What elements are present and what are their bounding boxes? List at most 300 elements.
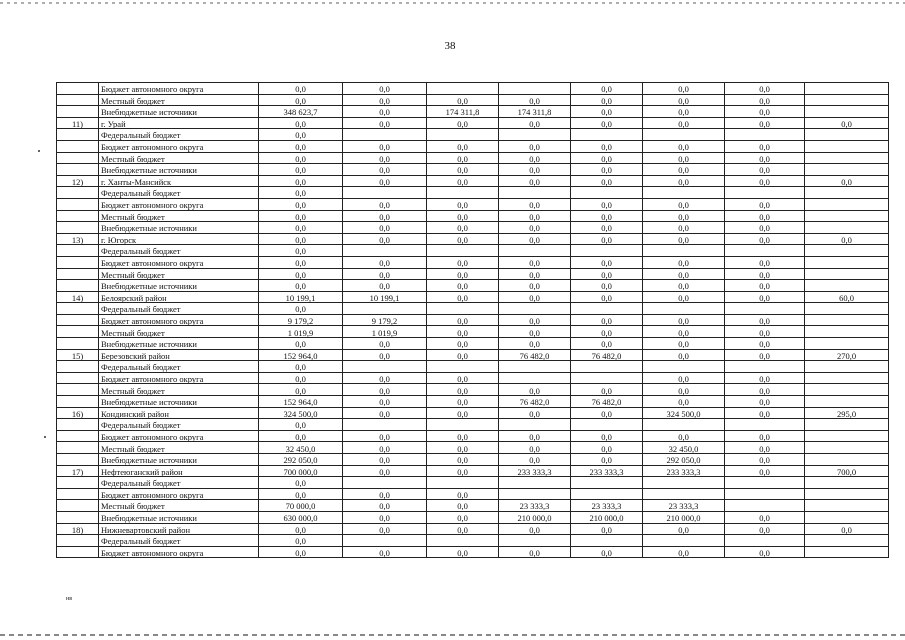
value-cell: 0,0	[343, 442, 427, 454]
row-index	[57, 152, 99, 164]
table-body	[57, 83, 889, 558]
table-row	[57, 465, 889, 477]
value-cell	[427, 245, 499, 257]
value-cell: 0,0	[259, 523, 343, 535]
table-row	[57, 546, 889, 558]
value-cell: 76 482,0	[571, 349, 643, 361]
table-row	[57, 164, 889, 176]
value-cell	[725, 129, 805, 141]
row-label: Внебюджетные источники	[99, 222, 259, 234]
value-cell: 0,0	[643, 280, 725, 292]
row-label: г. Югорск	[99, 233, 259, 245]
value-cell: 9 179,2	[343, 314, 427, 326]
value-cell	[805, 210, 889, 222]
value-cell: 210 000,0	[643, 511, 725, 523]
table-row	[57, 535, 889, 547]
value-cell: 0,0	[725, 94, 805, 106]
value-cell	[571, 129, 643, 141]
row-label: Местный бюджет	[99, 152, 259, 164]
value-cell: 0,0	[427, 94, 499, 106]
row-index: 13)	[57, 233, 99, 245]
value-cell	[805, 511, 889, 523]
value-cell	[805, 419, 889, 431]
value-cell: 0,0	[499, 152, 571, 164]
value-cell: 0,0	[499, 523, 571, 535]
row-label: Нижневартовский район	[99, 523, 259, 535]
value-cell: 0,0	[343, 546, 427, 558]
row-label: Бюджет автономного округа	[99, 430, 259, 442]
value-cell: 0,0	[343, 233, 427, 245]
value-cell	[805, 396, 889, 408]
row-label: г. Урай	[99, 117, 259, 129]
table-row	[57, 291, 889, 303]
table-row	[57, 117, 889, 129]
row-index	[57, 442, 99, 454]
value-cell	[805, 129, 889, 141]
value-cell: 76 482,0	[499, 349, 571, 361]
value-cell	[499, 488, 571, 500]
value-cell	[643, 245, 725, 257]
value-cell: 23 333,3	[499, 500, 571, 512]
value-cell	[499, 477, 571, 489]
value-cell: 0,0	[343, 396, 427, 408]
table-row	[57, 303, 889, 315]
value-cell	[643, 488, 725, 500]
value-cell: 0,0	[343, 198, 427, 210]
value-cell	[571, 187, 643, 199]
value-cell: 0,0	[499, 546, 571, 558]
value-cell: 0,0	[343, 152, 427, 164]
value-cell: 0,0	[725, 430, 805, 442]
value-cell: 10 199,1	[259, 291, 343, 303]
value-cell: 0,0	[643, 152, 725, 164]
table-row	[57, 94, 889, 106]
value-cell	[499, 245, 571, 257]
value-cell	[805, 326, 889, 338]
value-cell: 0,0	[259, 94, 343, 106]
value-cell: 0,0	[427, 291, 499, 303]
row-index	[57, 94, 99, 106]
value-cell: 1 019,9	[343, 326, 427, 338]
row-index	[57, 396, 99, 408]
value-cell: 0,0	[499, 407, 571, 419]
value-cell: 0,0	[427, 210, 499, 222]
value-cell: 0,0	[427, 256, 499, 268]
value-cell: 0,0	[725, 407, 805, 419]
value-cell	[643, 187, 725, 199]
table-row	[57, 430, 889, 442]
value-cell	[725, 535, 805, 547]
value-cell: 0,0	[571, 256, 643, 268]
value-cell: 0,0	[259, 83, 343, 95]
row-label: Внебюджетные источники	[99, 396, 259, 408]
row-label: Внебюджетные источники	[99, 511, 259, 523]
row-label: Федеральный бюджет	[99, 129, 259, 141]
row-label: Бюджет автономного округа	[99, 256, 259, 268]
value-cell: 0,0	[725, 268, 805, 280]
value-cell	[805, 442, 889, 454]
value-cell: 0,0	[643, 372, 725, 384]
value-cell: 0,0	[343, 500, 427, 512]
row-index	[57, 430, 99, 442]
value-cell: 0,0	[427, 511, 499, 523]
value-cell: 0,0	[571, 291, 643, 303]
value-cell: 0,0	[259, 268, 343, 280]
value-cell: 0,0	[427, 465, 499, 477]
value-cell	[499, 535, 571, 547]
value-cell: 0,0	[259, 488, 343, 500]
value-cell: 0,0	[343, 222, 427, 234]
value-cell: 0,0	[499, 198, 571, 210]
value-cell: 0,0	[259, 222, 343, 234]
value-cell: 0,0	[259, 372, 343, 384]
value-cell: 0,0	[499, 454, 571, 466]
row-label: Местный бюджет	[99, 94, 259, 106]
value-cell: 0,0	[805, 523, 889, 535]
value-cell: 152 964,0	[259, 349, 343, 361]
row-label: Внебюджетные источники	[99, 106, 259, 118]
value-cell: 0,0	[725, 314, 805, 326]
value-cell	[571, 303, 643, 315]
value-cell: 0,0	[343, 117, 427, 129]
value-cell: 23 333,3	[643, 500, 725, 512]
value-cell: 0,0	[427, 407, 499, 419]
value-cell	[427, 187, 499, 199]
row-index	[57, 314, 99, 326]
table-row	[57, 175, 889, 187]
value-cell: 0,0	[343, 175, 427, 187]
value-cell: 0,0	[499, 314, 571, 326]
value-cell: 210 000,0	[499, 511, 571, 523]
row-index	[57, 361, 99, 373]
value-cell	[805, 314, 889, 326]
value-cell: 0,0	[725, 83, 805, 95]
value-cell: 0,0	[427, 384, 499, 396]
row-index	[57, 511, 99, 523]
value-cell: 0,0	[427, 222, 499, 234]
value-cell: 0,0	[259, 210, 343, 222]
table-row	[57, 407, 889, 419]
value-cell: 210 000,0	[571, 511, 643, 523]
value-cell: 0,0	[643, 326, 725, 338]
value-cell	[725, 477, 805, 489]
value-cell: 0,0	[427, 198, 499, 210]
value-cell: 0,0	[571, 454, 643, 466]
row-label: Бюджет автономного округа	[99, 198, 259, 210]
value-cell: 0,0	[343, 465, 427, 477]
value-cell	[571, 372, 643, 384]
value-cell	[643, 361, 725, 373]
table-row	[57, 442, 889, 454]
row-label: Бюджет автономного округа	[99, 314, 259, 326]
row-label: Бюджет автономного округа	[99, 488, 259, 500]
value-cell: 0,0	[571, 546, 643, 558]
value-cell: 0,0	[725, 256, 805, 268]
value-cell: 0,0	[259, 430, 343, 442]
value-cell	[805, 140, 889, 152]
row-label: Белоярский район	[99, 291, 259, 303]
value-cell: 0,0	[259, 187, 343, 199]
value-cell	[805, 256, 889, 268]
table-row	[57, 349, 889, 361]
value-cell: 1 019,9	[259, 326, 343, 338]
row-label: Федеральный бюджет	[99, 361, 259, 373]
value-cell: 0,0	[571, 198, 643, 210]
value-cell: 0,0	[259, 198, 343, 210]
value-cell: 0,0	[259, 129, 343, 141]
table-row	[57, 372, 889, 384]
row-label: Местный бюджет	[99, 442, 259, 454]
value-cell: 0,0	[499, 222, 571, 234]
value-cell	[427, 83, 499, 95]
value-cell	[805, 535, 889, 547]
value-cell	[805, 430, 889, 442]
footer-mark: нв	[66, 596, 73, 602]
value-cell	[571, 245, 643, 257]
value-cell: 0,0	[427, 338, 499, 350]
row-index	[57, 535, 99, 547]
value-cell	[499, 361, 571, 373]
value-cell: 0,0	[643, 198, 725, 210]
value-cell: 0,0	[571, 94, 643, 106]
value-cell: 0,0	[643, 338, 725, 350]
value-cell	[805, 384, 889, 396]
value-cell: 60,0	[805, 291, 889, 303]
value-cell: 0,0	[725, 546, 805, 558]
value-cell: 0,0	[427, 175, 499, 187]
row-label: Федеральный бюджет	[99, 303, 259, 315]
value-cell: 0,0	[571, 280, 643, 292]
value-cell: 0,0	[643, 268, 725, 280]
value-cell: 0,0	[571, 442, 643, 454]
row-label: Кондинский район	[99, 407, 259, 419]
value-cell	[427, 129, 499, 141]
value-cell	[343, 477, 427, 489]
value-cell: 0,0	[343, 407, 427, 419]
value-cell: 0,0	[571, 338, 643, 350]
value-cell	[643, 535, 725, 547]
row-index: 18)	[57, 523, 99, 535]
row-index: 16)	[57, 407, 99, 419]
row-label: Внебюджетные источники	[99, 338, 259, 350]
value-cell: 0,0	[643, 396, 725, 408]
table-row	[57, 384, 889, 396]
value-cell: 0,0	[427, 268, 499, 280]
row-label: Бюджет автономного округа	[99, 546, 259, 558]
row-label: Березовский район	[99, 349, 259, 361]
value-cell: 0,0	[427, 454, 499, 466]
table-row	[57, 83, 889, 95]
value-cell	[499, 303, 571, 315]
value-cell: 0,0	[571, 164, 643, 176]
value-cell: 0,0	[427, 523, 499, 535]
row-label: Федеральный бюджет	[99, 245, 259, 257]
row-index	[57, 222, 99, 234]
value-cell: 0,0	[571, 523, 643, 535]
value-cell: 0,0	[643, 349, 725, 361]
value-cell: 0,0	[571, 326, 643, 338]
value-cell	[499, 419, 571, 431]
value-cell: 76 482,0	[499, 396, 571, 408]
value-cell: 0,0	[499, 430, 571, 442]
value-cell: 0,0	[259, 164, 343, 176]
value-cell: 0,0	[643, 314, 725, 326]
value-cell: 0,0	[643, 94, 725, 106]
row-index: 14)	[57, 291, 99, 303]
table-row	[57, 419, 889, 431]
value-cell: 0,0	[499, 256, 571, 268]
row-index	[57, 245, 99, 257]
value-cell: 0,0	[343, 280, 427, 292]
value-cell: 0,0	[643, 256, 725, 268]
value-cell: 0,0	[259, 117, 343, 129]
row-label: Внебюджетные источники	[99, 164, 259, 176]
table-row	[57, 511, 889, 523]
value-cell: 0,0	[805, 175, 889, 187]
value-cell	[725, 419, 805, 431]
value-cell	[805, 164, 889, 176]
value-cell: 0,0	[571, 384, 643, 396]
value-cell: 0,0	[643, 523, 725, 535]
value-cell: 0,0	[643, 546, 725, 558]
value-cell: 0,0	[499, 338, 571, 350]
value-cell: 0,0	[499, 164, 571, 176]
value-cell: 0,0	[499, 280, 571, 292]
row-label: Нефтеюганский район	[99, 465, 259, 477]
row-index	[57, 210, 99, 222]
value-cell: 0,0	[725, 164, 805, 176]
value-cell	[805, 500, 889, 512]
value-cell: 0,0	[643, 175, 725, 187]
value-cell	[725, 488, 805, 500]
row-index	[57, 140, 99, 152]
value-cell: 0,0	[725, 384, 805, 396]
value-cell	[805, 222, 889, 234]
row-label: Федеральный бюджет	[99, 535, 259, 547]
value-cell: 0,0	[571, 106, 643, 118]
value-cell: 295,0	[805, 407, 889, 419]
value-cell: 0,0	[343, 210, 427, 222]
value-cell: 76 482,0	[571, 396, 643, 408]
value-cell	[805, 338, 889, 350]
row-label: Местный бюджет	[99, 384, 259, 396]
value-cell: 0,0	[725, 152, 805, 164]
row-index	[57, 198, 99, 210]
value-cell	[643, 129, 725, 141]
value-cell: 0,0	[643, 233, 725, 245]
value-cell: 0,0	[427, 442, 499, 454]
row-index	[57, 303, 99, 315]
value-cell: 0,0	[571, 117, 643, 129]
table-row	[57, 245, 889, 257]
value-cell	[571, 488, 643, 500]
value-cell: 0,0	[343, 338, 427, 350]
value-cell	[805, 303, 889, 315]
value-cell: 0,0	[499, 326, 571, 338]
value-cell	[427, 303, 499, 315]
value-cell	[725, 187, 805, 199]
value-cell: 233 333,3	[571, 465, 643, 477]
value-cell: 0,0	[343, 268, 427, 280]
value-cell: 0,0	[725, 465, 805, 477]
value-cell: 0,0	[343, 164, 427, 176]
value-cell: 0,0	[259, 256, 343, 268]
table-row	[57, 222, 889, 234]
table-row	[57, 500, 889, 512]
value-cell: 70 000,0	[259, 500, 343, 512]
value-cell: 0,0	[427, 349, 499, 361]
value-cell: 0,0	[571, 83, 643, 95]
table-row	[57, 268, 889, 280]
row-label: Местный бюджет	[99, 326, 259, 338]
value-cell: 0,0	[499, 175, 571, 187]
row-index	[57, 83, 99, 95]
value-cell: 0,0	[343, 106, 427, 118]
value-cell: 0,0	[571, 268, 643, 280]
row-index	[57, 372, 99, 384]
value-cell: 292 050,0	[259, 454, 343, 466]
value-cell: 0,0	[499, 210, 571, 222]
value-cell: 0,0	[427, 233, 499, 245]
row-index	[57, 187, 99, 199]
value-cell: 0,0	[643, 430, 725, 442]
value-cell: 0,0	[725, 338, 805, 350]
row-index	[57, 454, 99, 466]
value-cell: 23 333,3	[571, 500, 643, 512]
value-cell: 0,0	[725, 210, 805, 222]
row-label: Местный бюджет	[99, 268, 259, 280]
value-cell: 0,0	[725, 233, 805, 245]
value-cell: 0,0	[259, 140, 343, 152]
value-cell: 0,0	[725, 442, 805, 454]
row-label: Федеральный бюджет	[99, 477, 259, 489]
table-row	[57, 198, 889, 210]
value-cell: 0,0	[259, 152, 343, 164]
value-cell: 0,0	[499, 291, 571, 303]
value-cell	[571, 419, 643, 431]
table-row	[57, 338, 889, 350]
row-index	[57, 256, 99, 268]
value-cell: 0,0	[499, 140, 571, 152]
value-cell: 0,0	[343, 372, 427, 384]
value-cell: 0,0	[259, 175, 343, 187]
table-row	[57, 129, 889, 141]
value-cell	[343, 245, 427, 257]
value-cell: 0,0	[805, 117, 889, 129]
value-cell	[805, 198, 889, 210]
row-index: 12)	[57, 175, 99, 187]
value-cell	[571, 361, 643, 373]
value-cell	[805, 187, 889, 199]
value-cell	[805, 454, 889, 466]
value-cell	[499, 187, 571, 199]
value-cell	[343, 303, 427, 315]
value-cell: 324 500,0	[643, 407, 725, 419]
row-index: 15)	[57, 349, 99, 361]
value-cell: 0,0	[343, 349, 427, 361]
value-cell: 270,0	[805, 349, 889, 361]
value-cell: 0,0	[343, 94, 427, 106]
row-index	[57, 419, 99, 431]
row-index	[57, 106, 99, 118]
value-cell: 0,0	[725, 349, 805, 361]
value-cell	[805, 546, 889, 558]
row-index	[57, 384, 99, 396]
value-cell: 0,0	[259, 546, 343, 558]
value-cell: 0,0	[571, 152, 643, 164]
value-cell	[499, 83, 571, 95]
value-cell: 0,0	[643, 210, 725, 222]
